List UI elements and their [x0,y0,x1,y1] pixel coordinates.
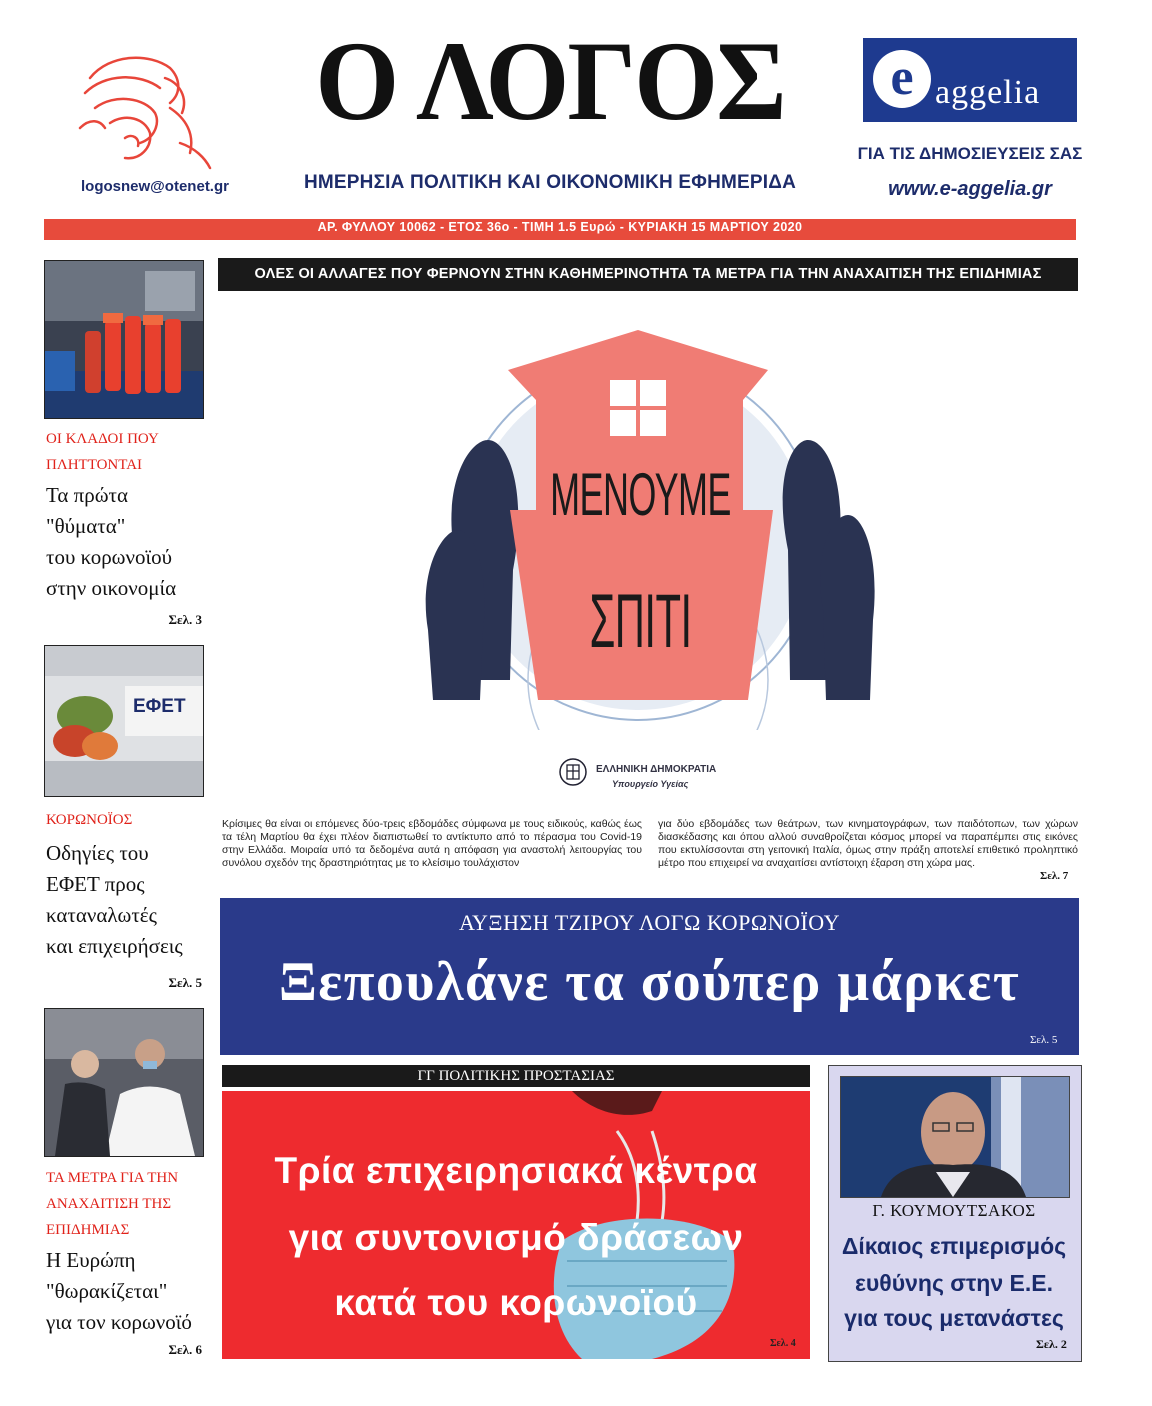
lead-page-ref: Σελ. 7 [1040,870,1069,882]
lead-banner[interactable]: ΟΛΕΣ ΟΙ ΑΛΛΑΓΕΣ ΠΟΥ ΦΕΡΝΟΥΝ ΣΤΗΝ ΚΑΘΗΜΕΡΙΝΟΤΗΤΑ ΤΑ ΜΕΤΡΑ ΓΙΑ ΤΗΝ ΑΝΑΧΑΙΤΙΣΗ ΤΗΣ ΕΠΙΔΗΜΙΑΣ [218,258,1078,291]
koumoutsakos-headline-1[interactable]: Δίκαιος επιμερισμός [841,1233,1067,1259]
story2-headline[interactable]: Οδηγίες του ΕΦΕΤ προς καταναλωτές και επιχειρήσεις [46,841,183,958]
supermarket-page-ref: Σελ. 5 [1030,1034,1058,1046]
contact-email[interactable]: logosnew@otenet.gr [81,178,229,195]
koumoutsakos-headline-3[interactable]: για τους μετανάστες [844,1305,1064,1331]
lab-photo-image [45,261,203,418]
koumoutsakos-photo[interactable] [840,1076,1070,1198]
supermarket-kicker: ΑΥΞΗΣΗ ΤΖΙΡΟΥ ΛΟΓΩ ΚΟΡΩΝΟΪΟΥ [459,910,840,935]
ministry-seal-icon [558,757,588,787]
lab-photo[interactable] [44,260,204,419]
newspaper-logo-illustration [70,48,220,173]
civil-protection-headline-1[interactable]: Τρία επιχειρησιακά κέντρα [274,1150,758,1191]
story1-headline[interactable]: Τα πρώτα "θύματα" του κορωνοϊού στην οικονομία [46,483,177,600]
ministry-line1: ΕΛΛΗΝΙΚΗ ΔΗΜΟΚΡΑΤΙΑ [596,764,717,775]
europe-photo[interactable] [44,1008,204,1157]
civil-protection-headline-2[interactable]: για συντονισμό δράσεων [288,1217,744,1258]
europe-photo-image [45,1009,203,1156]
lead-text-column1: Κρίσιμες θα είναι οι επόμενες δύο-τρεις εβδομάδες σύμφωνα με τους ειδικούς, καθώς έως τα τέλη Μαρτίου θα έχει πλέον διαπιστωθεί το αντίκτυπο από το πέρασμα του Covid-19 στην Ελλάδα. Μοιραία υπό τα δεδομένα αυτά η απόφαση για αναστολή λειτουργίας του συνόλου σχεδόν της δραστηριότητας με το κλείσιμο τουλάχιστον [222,818,642,869]
civil-protection-page-ref: Σελ. 4 [770,1338,796,1349]
story2-kicker: ΚΟΡΩΝΟΪΟΣ [46,812,133,828]
eaggelia-tagline: ΓΙΑ ΤΙΣ ΔΗΜΟΣΙΕΥΣΕΙΣ ΣΑΣ [857,144,1083,163]
story3-kicker: ΤΑ ΜΕΤΡΑ ΓΙΑ ΤΗΝ ΑΝΑΧΑΙΤΙΣΗ ΤΗΣ ΕΠΙΔΗΜΙΑΣ [46,1170,179,1238]
story2-page-ref: Σελ. 5 [168,975,202,990]
efet-photo-image [45,646,203,796]
civil-protection-headline-3[interactable]: κατά του κορωνοϊού [334,1282,698,1323]
eaggelia-e-icon: e [873,50,931,108]
supermarket-headline[interactable]: Ξεπουλάνε τα σούπερ μάρκετ [278,951,1021,1013]
koumoutsakos-page-ref: Σελ. 2 [1036,1337,1067,1351]
civil-protection-bar: ΓΓ ΠΟΛΙΤΙΚΗΣ ΠΡΟΣΤΑΣΙΑΣ [222,1065,810,1087]
poster-line1: ΜΕΝΟΥΜΕ [550,461,731,528]
eaggelia-url[interactable]: www.e-aggelia.gr [888,178,1052,200]
koumoutsakos-headline-2[interactable]: ευθύνης στην Ε.Ε. [854,1270,1053,1296]
newspaper-subtitle: ΗΜΕΡΗΣΙΑ ΠΟΛΙΤΙΚΗ ΚΑΙ ΟΙΚΟΝΟΜΙΚΗ ΕΦΗΜΕΡΙΔΑ [303,172,797,193]
story1-kicker: ΟΙ ΚΛΑΔΟΙ ΠΟΥ ΠΛΗΤΤΟΝΤΑΙ [46,431,159,473]
koumoutsakos-kicker: Γ. ΚΟΥΜΟΥΤΣΑΚΟΣ [872,1201,1036,1220]
story1-page-ref: Σελ. 3 [168,612,202,627]
newspaper-title: Ο ΛΟΓΟΣ [315,19,785,144]
issue-info-text: ΑΡ. ΦΥΛΛΟΥ 10062 - ΕΤΟΣ 36ο - ΤΙΜΗ 1.5 Ευρώ - ΚΥΡΙΑΚΗ 15 ΜΑΡΤΙΟΥ 2020 [317,220,803,234]
efet-photo[interactable] [44,645,204,797]
efet-photo-text: ΕΦΕΤ [133,696,186,717]
eaggelia-logo[interactable] [863,38,1077,122]
poster-line2: ΣΠΙΤΙ [589,579,692,664]
ministry-line2: Υπουργείο Υγείας [612,779,689,789]
story3-headline[interactable]: Η Ευρώπη "θωρακίζεται" για τον κορωνοϊό [46,1248,192,1334]
eaggelia-logo-word: aggelia [935,74,1041,111]
lead-text-column2: για δύο εβδομάδες των θεάτρων, των κινηματογράφων, των παιδότοπων, των χώρων διασκέδασης και όπου αλλού συναθροίζεται κόσμος μπορεί να παραπέμπει στις εικόνες που εκτυλίσσονται στη γειτονική Ιταλία, όμως στην πράξη αποτελεί επιθετικό προληπτικό μέτρο που επιχειρεί να αναχαιτίσει αντίστοιχη έξαρση στη χώρα μας. [658,818,1078,869]
koumoutsakos-photo-image [841,1077,1069,1197]
story3-page-ref: Σελ. 6 [168,1342,202,1357]
